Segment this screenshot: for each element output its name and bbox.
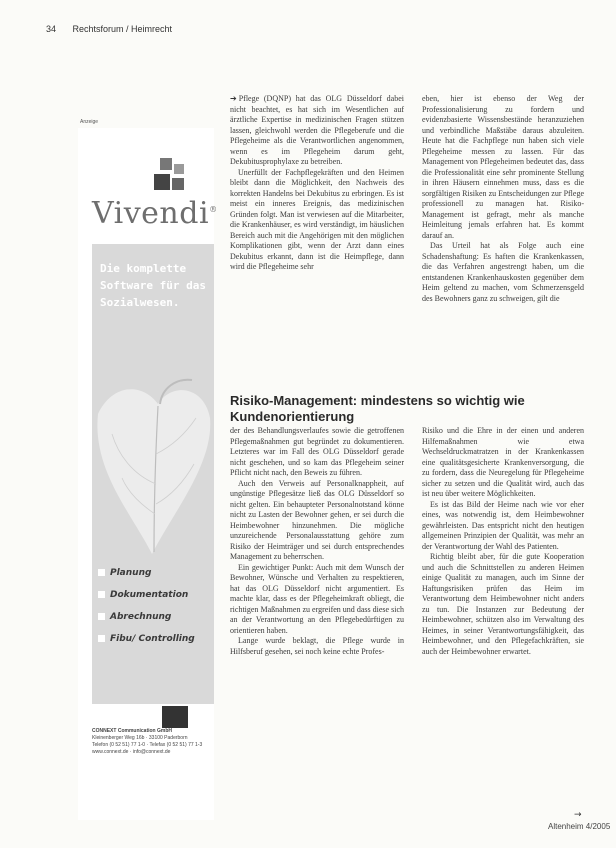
contact-line: Telefon (0 52 51) 77 1-0 · Telefax (0 52 51) 77 1-3 — [92, 742, 203, 748]
slogan-line: Die komplette — [100, 262, 187, 275]
list-item: Planung — [98, 566, 195, 588]
logo-square — [160, 158, 172, 170]
paragraph: Risiko und die Ehre in der einen und anderen Hilfemaßnahmen wie etwa Wechseldruckmatratzen in der Krankenkassen eine qualitätsgesicherte Krankenversorgung, die zu fordern, dass die Neuregelung für Pflegeheime sicher zu setzen und die Qualität wird, auch das ist neu über weitere Möglichkeiten. — [422, 426, 584, 498]
contact-line: Kleinenberger Weg 16b · 33100 Paderborn — [92, 735, 188, 741]
paragraph: Lange wurde beklagt, die Pflege wurde in Hilfsberuf gesehen, sei noch keine echte Profes- — [230, 636, 404, 656]
advert-panel — [92, 244, 214, 704]
page-number: 34 — [46, 24, 57, 34]
slogan — [100, 260, 206, 311]
paragraph: Es ist das Bild der Heime nach wie vor eher eines, was notwendig ist, dem Heimbewohner gewährleisten. Das entspricht nicht den heutigen allgemeinen Prinzipien der Qualität, was mehr an der Verantwortung der Wahl des Patienten. — [422, 499, 584, 551]
paragraph: Ein gewichtiger Punkt: Auch mit dem Wunsch der Bewohner, Wünsche und Verhalten zu respektieren, hat das OLG Düsseldorf nicht argumentiert. Es machte klar, dass es der Pflegeheimkraft obliegt, die richtigen Maßnahmen zu ergreifen und dass diese sich an der Verantwortung an den Pflegebedürftigen zu orientieren haben. — [230, 562, 404, 635]
paragraph: Unerfüllt der Fachpflegekräften und den Heimen bleibt dann die Möglichkeit, den Nachweis des korrekten Handelns bei Dekubitus zu erbringen. Es ist meist ein inneres Ereignis, das medizinischen Gründen folgt. Man ist verwiesen auf die Mitarbeiter, die Krankenhäuser, es wird verständigt, im häuslichen Bereich auch mit die Angehörigen mit den möglichen Komplikationen gibt, wenn der Arzt dann eines Dekubitus erkannt, dann ist die Heimpflege, dann wird die Pflegeheime sehr — [230, 167, 404, 271]
continue-arrow-icon: → — [574, 810, 582, 820]
paragraph: Das Urteil hat als Folge auch eine Schadenshaftung: Es haften die Krankenkassen, die das Verfahren angestrengt haben, um die entstandenen Krankenhauskosten gegenüber dem Heim geltend zu machen, vom Schmerzensgeld des Bewohners ganz zu schweigen, gilt die — [422, 241, 584, 303]
logo-square — [172, 178, 184, 190]
article-column-4 — [422, 426, 584, 657]
issue-footer: Altenheim 4/2005 — [548, 822, 611, 831]
paragraph: eben, hier ist ebenso der Weg der Professionalisierung zu fordern und evidenzbasierte Wissensbestände heranzuziehen und verbindliche Maßstäbe daraus abzuleiten. Heute hat die Fachpflege nun haben sich viele Pflegeheime messen zu lassen. Für das Management von Pflegeheimen bedeutet das, dass die Professionalität eine sehr prominente Stellung in ihren Häusern einnehmen muss, dass es die sorgfältigen Risiken zu Entscheidungen zur Pflege professionell zu managen hat. Risiko-Management ist gefragt, mehr als manche Heimleitung jemals erfahren hat. Es kommt darauf an. — [422, 94, 584, 240]
slogan-line: Sozialwesen. — [100, 296, 180, 309]
section-title: Rechtsforum / Heimrecht — [72, 24, 173, 34]
registered-mark: ® — [209, 205, 218, 214]
list-item: Fibu/ Controlling — [98, 632, 195, 654]
slogan-line: Software für das — [100, 279, 206, 292]
logo-square — [154, 174, 170, 190]
bullet-square-icon — [98, 591, 105, 598]
feature-list — [98, 566, 195, 654]
article-column-2 — [422, 94, 584, 304]
company-logo-square — [162, 706, 188, 728]
paragraph: ➔ Pflege (DQNP) hat das OLG Düsseldorf dabei nicht beachtet, es hat sich im Wesentlichen auf ärztliche Expertise in medizinischen Fragen stützen lassen, gleichwohl werden die Pflegeberufe und die Pflegeheime als die Verantwortlichen angenommen, wenn es im Pflegeheim darum geht, Dekubitusprophylaxe zu betreiben. — [230, 94, 404, 166]
advert-tag: Anzeige — [80, 119, 99, 125]
contact-line: CONNEXT Communication GmbH — [92, 728, 173, 734]
paragraph: Richtig bleibt aber, für die gute Kooperation und auch die Schnittstellen zu anderen Heimen einige Qualität zu managen, auch im Sinne der Haftungsrisiken prüfen das Heim im Verantwortung dem Heimbewohner nicht anders zu tun. Die Instanzen zur Bedeutung der Heimbewohner, schützen also im Verwaltung des Heimes, in seiner Verantwortungsfähigkeit, das Heimbewohner, und den Pflegefachkräften, sie auch der Heimbewohner erwartet. — [422, 552, 584, 656]
section-headline: Risiko-Management: mindestens so wichtig wie Kundenorientierung — [230, 393, 525, 424]
bullet-square-icon — [98, 613, 105, 620]
advert-contact — [92, 728, 214, 756]
article-column-3 — [230, 426, 404, 657]
logo-square — [174, 164, 184, 174]
list-item: Abrechnung — [98, 610, 195, 632]
bullet-square-icon — [98, 635, 105, 642]
advert — [78, 128, 218, 820]
paragraph: Auch den Verweis auf Personalknappheit, auf ungünstige Pflegesätze ließ das OLG Düsseldorf so nicht gelten. Ein behaupteter Personalnotstand könne nicht zu Lasten der Bewohner gehen, er sei durch die Heimbewohner hinzunehmen. Die mögliche unzureichende Personalausstattung gehöre zum Risiko der Heimträger und sei durch entsprechendes Management zu beherrschen. — [230, 478, 404, 561]
list-item: Dokumentation — [98, 588, 195, 610]
brand-logo — [92, 196, 218, 231]
paragraph: der des Behandlungsverlaufes sowie die getroffenen Pflegemaßnahmen gut begründet zu dokumentieren. Letzteres war im Fall des OLG Düsseldorf gerade nicht geschehen, und so kam das Pflegeheim seiner Pflicht nicht nach, den Beweis zu führen. — [230, 426, 404, 477]
bullet-square-icon — [98, 569, 105, 576]
contact-line: www.connext.de · info@connext.de — [92, 749, 171, 755]
leaf-icon — [92, 374, 214, 564]
running-header — [46, 24, 172, 34]
arrow-right-icon: ➔ — [230, 94, 237, 103]
brand-name: Vivendi — [92, 196, 210, 231]
article-column-1 — [230, 94, 404, 273]
